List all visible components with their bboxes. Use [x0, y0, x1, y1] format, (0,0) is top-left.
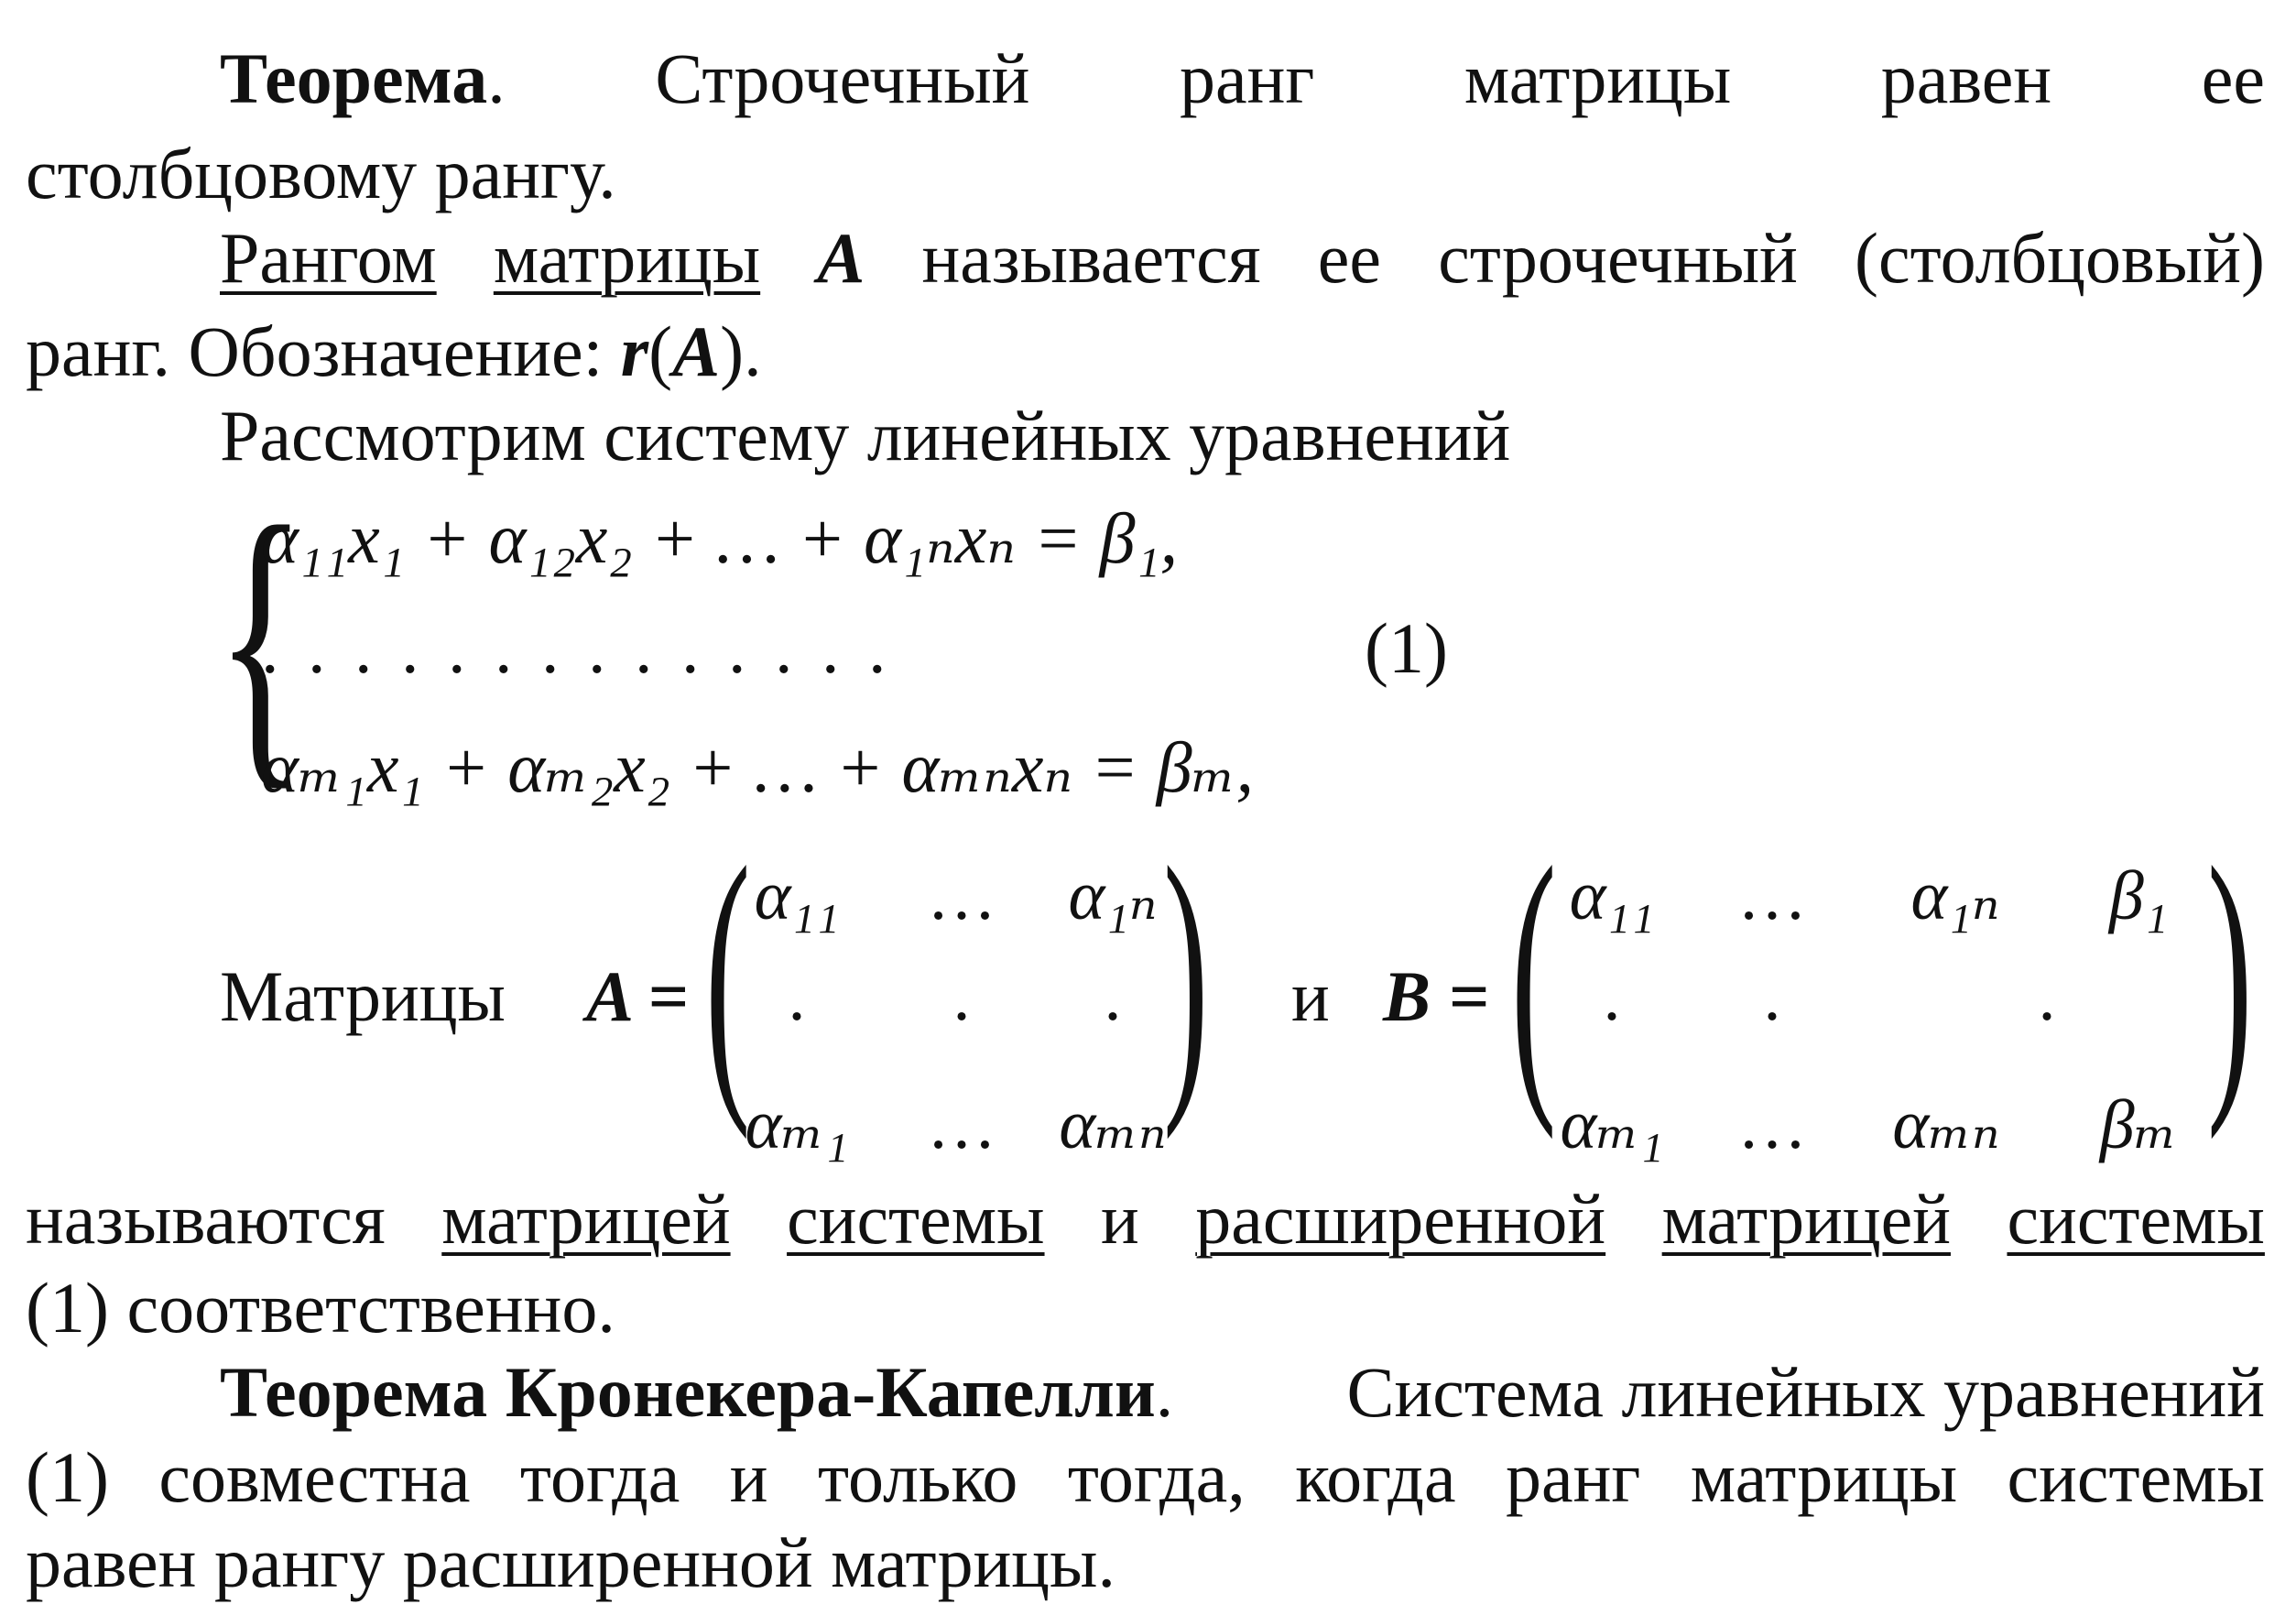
called-line2: (1) соответственно. — [26, 1268, 615, 1348]
called-term: расширенной — [1195, 1179, 1606, 1259]
matrix-b-cell: α₁₁ — [1569, 857, 1655, 934]
matrix-a-cell: . — [952, 958, 971, 1035]
matrix-b-cell: . — [1603, 958, 1621, 1035]
definition-term-matrix: матрицы — [493, 218, 761, 298]
notation-fn: r — [620, 311, 649, 391]
definition-word: называется — [921, 218, 1261, 298]
called-term: системы — [787, 1179, 1045, 1259]
matrix-a-cell: αₘ₁ — [745, 1086, 849, 1163]
theorem2-line3: равен рангу расширенной матрицы. — [26, 1522, 1115, 1602]
matrix-b-cell: … — [1737, 857, 1807, 934]
matrix-b-right-paren: ) — [2207, 806, 2253, 1140]
system-row-m: αₘ₁x₁ + αₘ₂x₂ + … + αₘₙxₙ = βₘ, — [261, 727, 1254, 807]
matrix-b-cell: . — [2038, 958, 2056, 1035]
definition-line2: ранг. Обозначение: r(A). — [26, 311, 762, 391]
theorem2-label: Теорема Кронекера-Капелли. — [220, 1352, 1174, 1432]
matrix-b-cell: . — [1763, 958, 1781, 1035]
definition-word: строчечный — [1438, 218, 1798, 298]
matrix-b-cell: αₘₙ — [1892, 1086, 2000, 1163]
matrix-b-cell: … — [1737, 1086, 1807, 1163]
definition-line1 — [220, 214, 2265, 302]
matrix-b-cell: αₘ₁ — [1560, 1086, 1664, 1163]
matrix-b-cell: α₁ₙ — [1910, 857, 2000, 934]
called-term: матрицей — [441, 1179, 731, 1259]
called-word: называются — [26, 1179, 386, 1259]
definition-line2-text: ранг. Обозначение: — [26, 311, 604, 391]
theorem1-word: ранг — [1179, 38, 1315, 118]
system-brace: { — [215, 463, 308, 815]
theorem2-line1 — [220, 1348, 2265, 1436]
theorem2-line1-rest: Система линейных уравнений — [1346, 1352, 2265, 1432]
matrix-b-name: B = — [1383, 956, 1489, 1036]
theorem1-word: ее — [2201, 38, 2265, 118]
matrix-b-cell: βₘ — [2099, 1086, 2178, 1163]
definition-term-rank: Рангом — [220, 218, 437, 298]
theorem1-label: Теорема. — [220, 38, 506, 118]
matrices-and: и — [1291, 956, 1330, 1036]
matrix-a-right-paren: ) — [1163, 806, 1209, 1140]
matrices-intro: Матрицы — [220, 956, 506, 1036]
theorem1-word: матрицы — [1464, 38, 1732, 118]
system-row-dots: . . . . . . . . . . . . . . — [261, 608, 892, 688]
called-term: матрицей — [1661, 1179, 1951, 1259]
equation-number: (1) — [1365, 608, 1448, 688]
definition-word: (столбцовый) — [1855, 218, 2265, 298]
theorem1-line1 — [220, 35, 2265, 123]
theorem1-line2: столбцовому рангу. — [26, 134, 616, 213]
theorem1-word: Строчечный — [655, 38, 1030, 118]
matrix-a-cell: αₘₙ — [1059, 1086, 1167, 1163]
matrix-a-cell: α₁₁ — [754, 857, 840, 934]
definition-var: A — [817, 218, 865, 298]
system-row-1: α₁₁x₁ + α₁₂x₂ + … + α₁ₙxₙ = β₁, — [261, 498, 1179, 578]
called-word: и — [1101, 1179, 1139, 1259]
called-term: системы — [2007, 1179, 2265, 1259]
consider-line: Рассмотрим систему линейных уравнений — [220, 396, 1511, 475]
matrix-b-left-paren: ( — [1511, 806, 1557, 1140]
called-line1 — [26, 1175, 2265, 1263]
theorem1-word: равен — [1880, 38, 2052, 118]
matrix-a-cell: … — [927, 1086, 996, 1163]
definition-word: ее — [1317, 218, 1382, 298]
matrix-a-cell: α₁ₙ — [1068, 857, 1158, 934]
theorem2-line2: (1) совместна тогда и только тогда, когда ранг матрицы системы — [26, 1437, 2265, 1517]
matrix-a-cell: . — [788, 958, 806, 1035]
matrix-a-left-paren: ( — [705, 806, 751, 1140]
matrix-a-cell: … — [927, 857, 996, 934]
notation-arg: A — [672, 311, 721, 391]
matrix-a-name: A = — [586, 956, 689, 1036]
matrix-b-cell: β₁ — [2108, 857, 2169, 934]
matrix-a-cell: . — [1104, 958, 1122, 1035]
